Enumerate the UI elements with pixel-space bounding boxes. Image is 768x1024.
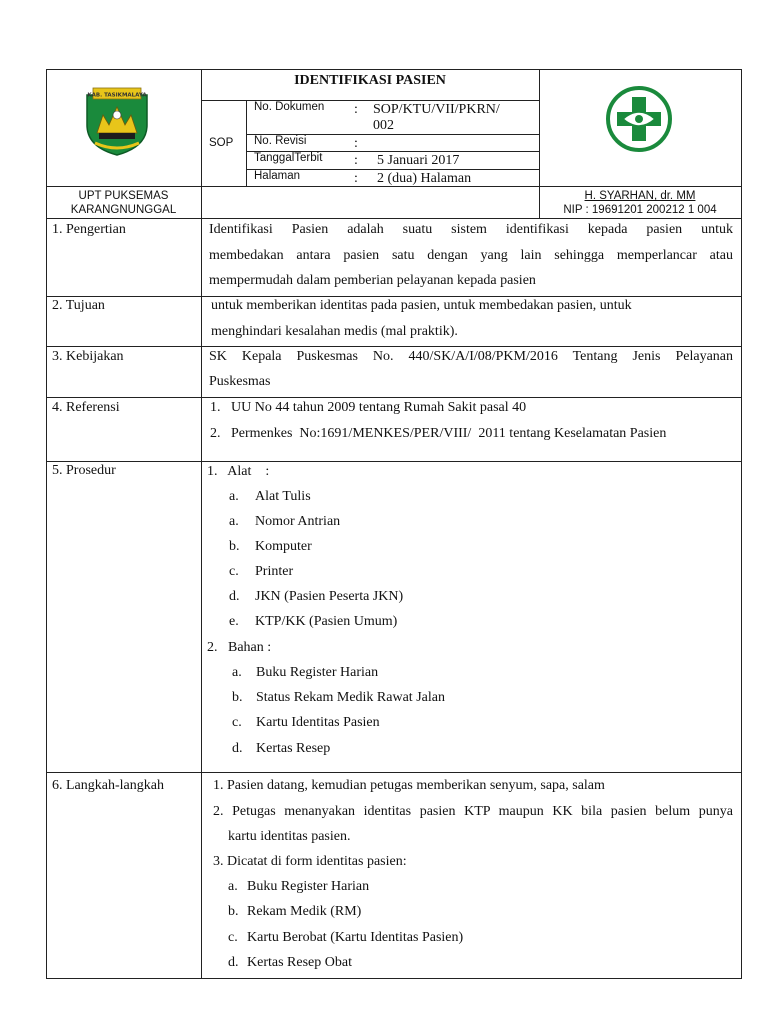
meta-colon: :: [354, 102, 358, 117]
regency-crest-icon: [83, 85, 151, 157]
meta-value-dokumen: SOP/KTU/VII/PKRN/: [373, 102, 500, 117]
svg-text:KAB. TASIKMALAYA: KAB. TASIKMALAYA: [87, 92, 147, 99]
list-item: Kartu Berobat (Kartu Identitas Pasien): [247, 930, 464, 945]
referensi-item: 2. Permenkes No:1691/MENKES/PER/VIII/ 2011 tentang Keselamatan Pasien: [210, 426, 667, 441]
list-marker: b.: [229, 539, 240, 554]
meta-label-halaman: Halaman: [254, 170, 301, 182]
langkah-step: 1. Pasien datang, kemudian petugas memberikan senyum, sapa, salam: [213, 778, 605, 793]
list-marker: e.: [229, 614, 239, 629]
page-title: IDENTIFIKASI PASIEN: [294, 73, 446, 88]
list-marker: a.: [229, 489, 239, 504]
meta-label-dokumen: No. Dokumen: [254, 101, 325, 113]
list-marker: b.: [232, 690, 243, 705]
list-marker: a.: [232, 665, 242, 680]
list-marker: c.: [232, 715, 242, 730]
meta-value-dokumen-cont: 002: [373, 118, 394, 133]
alat-heading: 1. Alat :: [207, 464, 270, 479]
bahan-heading: 2. Bahan :: [207, 640, 272, 655]
meta-label-revisi: No. Revisi: [254, 135, 307, 147]
list-item: JKN (Pasien Peserta JKN): [255, 589, 404, 604]
list-item: KTP/KK (Pasien Umum): [255, 614, 398, 629]
list-marker: b.: [228, 904, 239, 919]
meta-label-tanggal: TanggalTerbit: [254, 152, 323, 164]
section-label-tujuan: 2. Tujuan: [52, 298, 105, 313]
kebijakan-line: SK Kepala Puskesmas No. 440/SK/A/I/08/PKM/2016 Tentang Jenis Pelayanan: [209, 349, 733, 364]
section-label-referensi: 4. Referensi: [52, 400, 120, 415]
section-label-pengertian: 1. Pengertian: [52, 222, 126, 237]
langkah-step: 2. Petugas menanyakan identitas pasien KTP maupun KK bila pasien belum punya: [213, 804, 733, 819]
meta-colon: :: [354, 153, 358, 168]
list-item: Alat Tulis: [255, 489, 311, 504]
section-label-kebijakan: 3. Kebijakan: [52, 349, 124, 364]
org-name-line1: UPT PUKSEMAS: [78, 190, 169, 202]
section-label-prosedur: 5. Prosedur: [52, 463, 116, 478]
list-item: Kertas Resep: [256, 741, 331, 756]
list-marker: d.: [232, 741, 243, 756]
list-item: Kartu Identitas Pasien: [256, 715, 380, 730]
meta-value-halaman: 2 (dua) Halaman: [377, 171, 472, 186]
list-marker: d.: [228, 955, 239, 970]
kebijakan-line: Puskesmas: [209, 374, 271, 389]
referensi-item: 1. UU No 44 tahun 2009 tentang Rumah Sakit pasal 40: [210, 400, 527, 415]
list-item: Printer: [255, 564, 294, 579]
section-label-langkah: 6. Langkah-langkah: [52, 778, 164, 793]
list-item: Status Rekam Medik Rawat Jalan: [256, 690, 445, 705]
list-item: Kertas Resep Obat: [247, 955, 352, 970]
list-item: Rekam Medik (RM): [247, 904, 362, 919]
org-name-line2: KARANGNUNGGAL: [70, 204, 177, 216]
pengertian-line: membedakan antara pasien satu dengan yang lain sehingga memperlancar atau: [209, 248, 733, 263]
pengertian-line: Identifikasi Pasien adalah suatu sistem identifikasi kepada pasien untuk: [209, 222, 733, 237]
list-marker: c.: [228, 930, 238, 945]
signer-name: H. SYARHAN, dr. MM: [584, 190, 696, 202]
list-item: Komputer: [255, 539, 312, 554]
list-item: Nomor Antrian: [255, 514, 341, 529]
signer-nip: NIP : 19691201 200212 1 004: [563, 204, 717, 216]
sop-label: SOP: [209, 137, 234, 149]
list-marker: a.: [229, 514, 239, 529]
meta-colon: :: [354, 171, 358, 186]
list-item: Buku Register Harian: [256, 665, 379, 680]
tujuan-line: menghindari kesalahan medis (mal praktik).: [211, 324, 458, 339]
list-item: Buku Register Harian: [247, 879, 370, 894]
tujuan-line: untuk memberikan identitas pada pasien, untuk membedakan pasien, untuk: [211, 298, 632, 313]
meta-colon: :: [354, 136, 358, 151]
meta-value-tanggal: 5 Januari 2017: [377, 153, 460, 168]
puskesmas-cross-icon: [605, 85, 673, 153]
list-marker: d.: [229, 589, 240, 604]
langkah-step-cont: kartu identitas pasien.: [228, 829, 351, 844]
langkah-step: 3. Dicatat di form identitas pasien:: [213, 854, 407, 869]
pengertian-line: mempermudah dalam pemberian pelayanan kepada pasien: [209, 273, 536, 288]
list-marker: a.: [228, 879, 238, 894]
list-marker: c.: [229, 564, 239, 579]
